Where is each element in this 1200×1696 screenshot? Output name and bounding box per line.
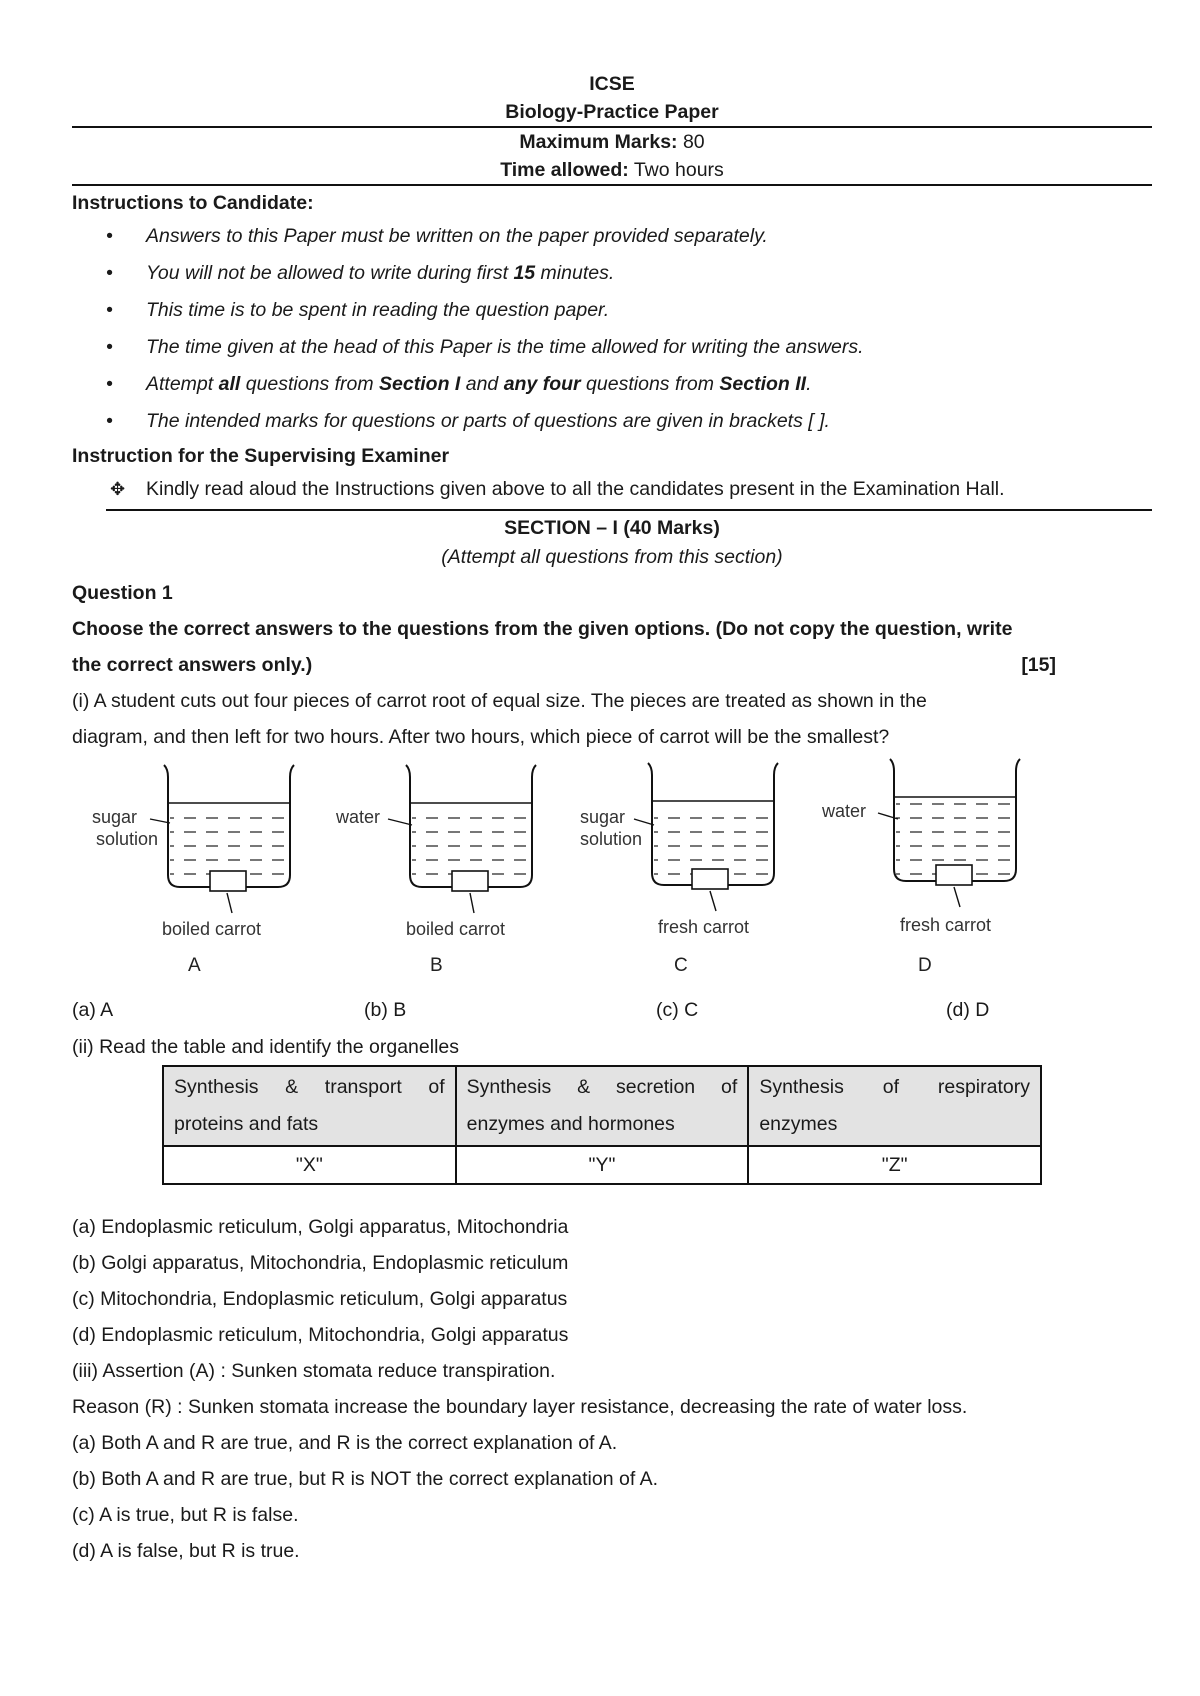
- question-iii-option-d: (d) A is false, but R is true.: [72, 1540, 300, 1562]
- question-label: Question 1: [72, 582, 173, 604]
- bullet-icon: •: [106, 336, 113, 358]
- diamond-bullet-icon: ✥: [110, 479, 126, 499]
- beaker-letter: A: [188, 955, 201, 976]
- beaker-a: [92, 765, 294, 976]
- table-cell: "Z": [748, 1146, 1041, 1184]
- question-ii-option-d: (d) Endoplasmic reticulum, Mitochondria, Golgi apparatus: [72, 1324, 569, 1346]
- bullet-icon: •: [106, 299, 113, 321]
- time-label: Time allowed:: [500, 159, 629, 181]
- instructions-heading: Instructions to Candidate:: [72, 192, 314, 214]
- table-header-cell: Synthesis of respiratory enzymes: [748, 1066, 1041, 1146]
- carrot-label: fresh carrot: [658, 917, 750, 937]
- beaker-letter: B: [430, 955, 443, 976]
- liquid-label: water: [336, 807, 381, 827]
- carrot-label: boiled carrot: [162, 919, 262, 939]
- beakers-diagram: [72, 755, 1152, 991]
- bullet-icon: •: [106, 225, 113, 247]
- max-marks-label: Maximum Marks:: [519, 131, 678, 153]
- question-ii-option-b: (b) Golgi apparatus, Mitochondria, Endoplasmic reticulum: [72, 1252, 569, 1274]
- question-ii-stem: (ii) Read the table and identify the organelles: [72, 1036, 459, 1058]
- section-divider: [106, 509, 1152, 511]
- carrot-label: boiled carrot: [406, 919, 506, 939]
- option-a: (a) A: [72, 999, 114, 1021]
- beaker-letter: D: [918, 955, 932, 976]
- question-marks: [15]: [1021, 654, 1056, 676]
- question-iii-option-b: (b) Both A and R are true, but R is NOT the correct explanation of A.: [72, 1468, 659, 1490]
- option-d: (d) D: [946, 999, 990, 1021]
- question-ii-option-c: (c) Mitochondria, Endoplasmic reticulum, Golgi apparatus: [72, 1288, 568, 1310]
- instruction-item: • Attempt all questions from Section I and any four questions from Section II.: [72, 366, 1152, 403]
- question-iii-reason: Reason (R) : Sunken stomata increase the boundary layer resistance, decreasing the rate of water loss.: [72, 1396, 968, 1418]
- bullet-icon: •: [106, 410, 113, 432]
- max-marks-value: 80: [677, 131, 705, 153]
- question-ii-option-a: (a) Endoplasmic reticulum, Golgi apparatus, Mitochondria: [72, 1216, 569, 1238]
- section-subtitle: (Attempt all questions from this section): [441, 546, 783, 568]
- question-instruction: Choose the correct answers to the questions from the given options. (Do not copy the question, write: [72, 618, 1013, 640]
- maximum-marks: [72, 128, 1152, 156]
- supervisor-heading: Instruction for the Supervising Examiner: [72, 445, 450, 467]
- option-b: (b) B: [364, 999, 407, 1021]
- exam-page: [72, 70, 1152, 1569]
- bullet-icon: •: [106, 373, 113, 395]
- table-row: [163, 1146, 1041, 1184]
- liquid-label: water: [822, 801, 867, 821]
- table-header-cell: Synthesis & transport of proteins and fats: [163, 1066, 456, 1146]
- question-iii-assertion: (iii) Assertion (A) : Sunken stomata reduce transpiration.: [72, 1360, 556, 1382]
- time-allowed: [72, 156, 1152, 184]
- question-i-stem-line2: diagram, and then left for two hours. After two hours, which piece of carrot will be the smallest?: [72, 726, 890, 748]
- table-header-cell: Synthesis & secretion of enzymes and hormones: [456, 1066, 749, 1146]
- question-iii-option-c: (c) A is true, but R is false.: [72, 1504, 299, 1526]
- question-iii-option-a: (a) Both A and R are true, and R is the correct explanation of A.: [72, 1432, 618, 1454]
- beaker-letter: C: [674, 955, 688, 976]
- section-title: SECTION – I (40 Marks): [504, 517, 720, 539]
- liquid-label-line2: solution: [96, 829, 159, 849]
- option-c: (c) C: [656, 999, 699, 1021]
- instruction-item: • This time is to be spent in reading the question paper.: [72, 292, 1152, 329]
- question-i-stem: (i) A student cuts out four pieces of carrot root of equal size. The pieces are treated as shown in the: [72, 690, 927, 712]
- question-instruction-line2: the correct answers only.) [15]: [72, 647, 1152, 683]
- beaker-b: [335, 765, 536, 976]
- carrot-label: fresh carrot: [900, 915, 992, 935]
- bullet-icon: •: [106, 262, 113, 284]
- beaker-c: [580, 763, 778, 976]
- question-i-options: [72, 991, 1152, 1029]
- instruction-item: • Answers to this Paper must be written on the paper provided separately.: [72, 218, 1152, 255]
- carrot-osmosis-figure: [72, 755, 1152, 991]
- organelle-table: [162, 1065, 1042, 1185]
- instruction-item: • The intended marks for questions or parts of questions are given in brackets [ ].: [72, 403, 1152, 440]
- paper-title: Biology-Practice Paper: [505, 101, 719, 123]
- instruction-item: • You will not be allowed to write during first 15 minutes.: [72, 255, 1152, 292]
- supervisor-item: ✥ Kindly read aloud the Instructions given above to all the candidates present in the Examination Hall.: [72, 473, 1152, 506]
- liquid-label-line2: solution: [580, 829, 643, 849]
- time-value: Two hours: [628, 159, 724, 181]
- table-cell: "X": [163, 1146, 456, 1184]
- liquid-label: sugar: [92, 807, 138, 827]
- beaker-d: [821, 759, 1020, 976]
- table-cell: "Y": [456, 1146, 749, 1184]
- header-divider-bottom: [72, 184, 1152, 186]
- board-title: ICSE: [589, 73, 635, 95]
- table-header-row: [163, 1066, 1041, 1146]
- liquid-label: sugar: [580, 807, 626, 827]
- instruction-item: • The time given at the head of this Paper is the time allowed for writing the answers.: [72, 329, 1152, 366]
